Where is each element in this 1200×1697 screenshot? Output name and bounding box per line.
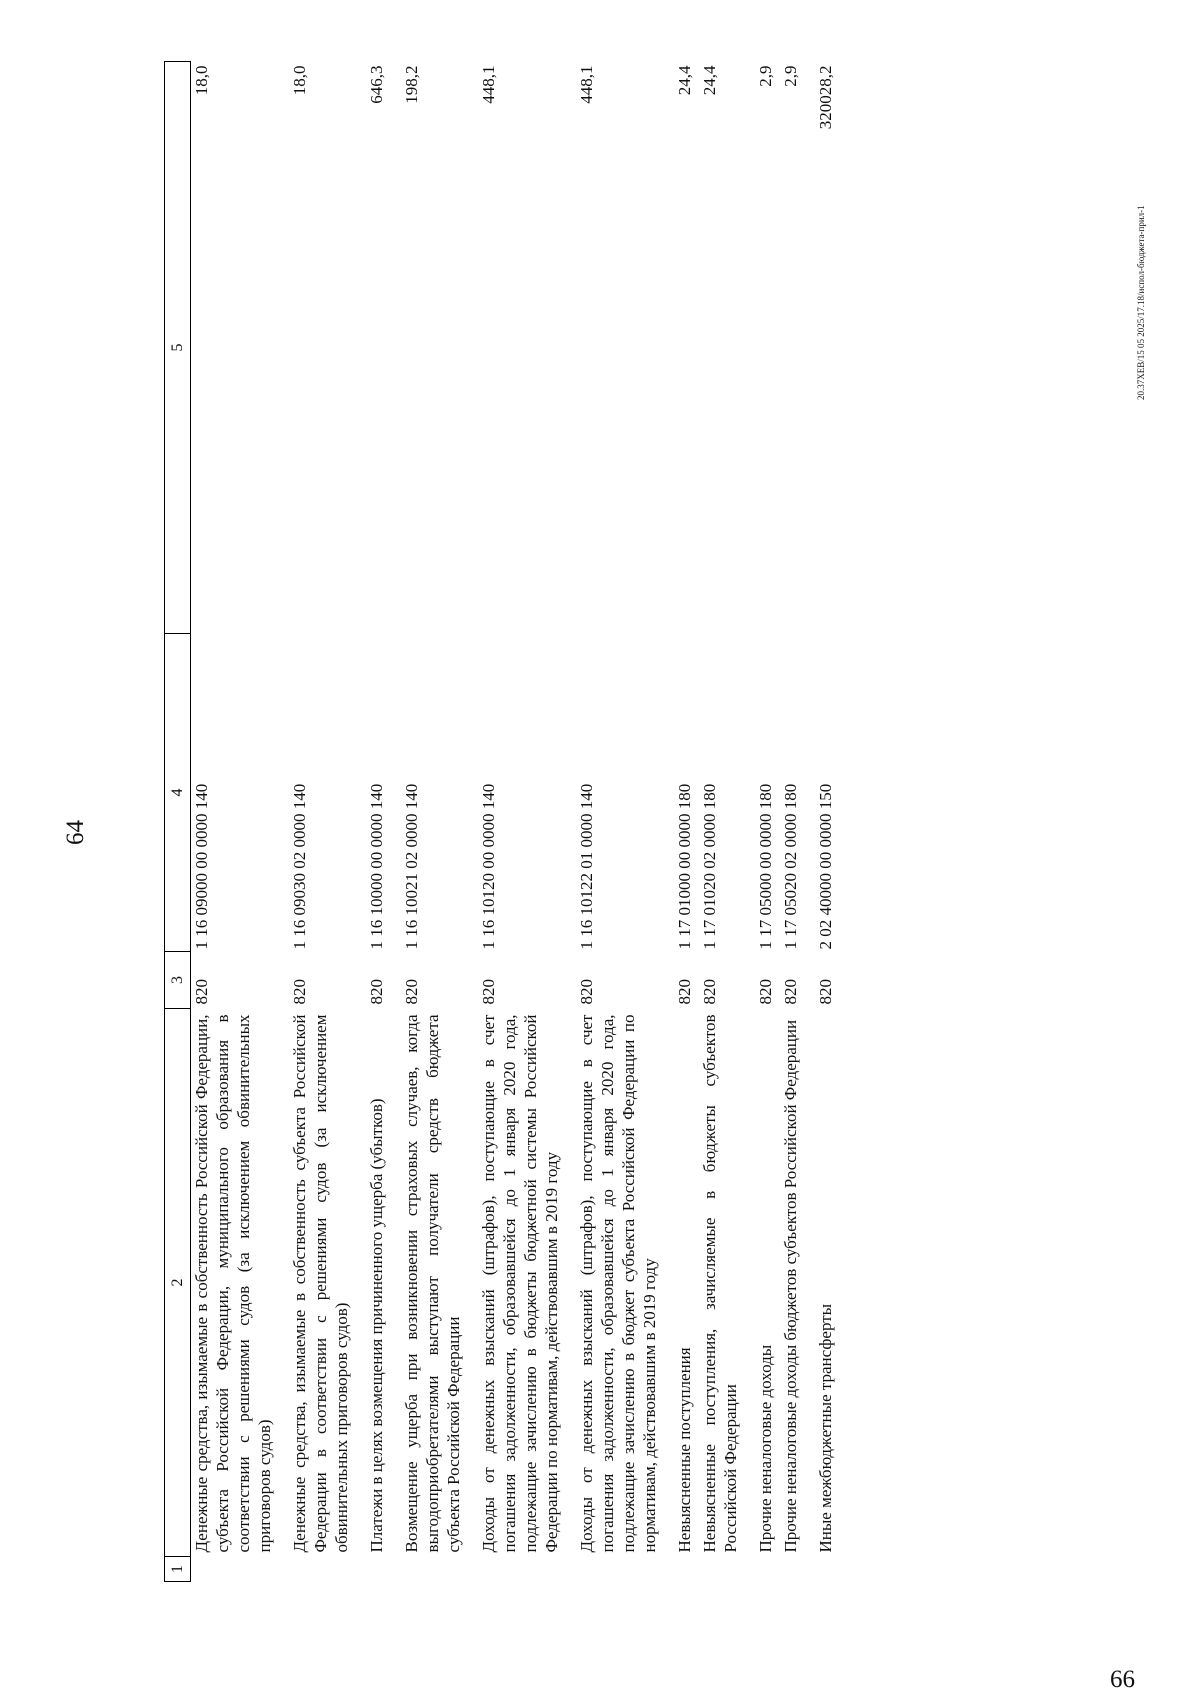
table-row <box>576 62 674 1582</box>
row-sum: 320028,2 <box>816 65 835 130</box>
row-name: Иные межбюджетные трансферты <box>816 1303 835 1553</box>
row-code: 1 16 10120 00 0000 140 <box>479 783 498 950</box>
row-admin: 820 <box>479 979 498 1005</box>
row-code: 1 16 09000 00 0000 140 <box>192 783 211 950</box>
table-row <box>674 62 699 1582</box>
sheet-number: 66 <box>1110 1666 1135 1693</box>
row-code: 2 02 40000 00 0000 150 <box>816 783 835 950</box>
row-admin: 820 <box>402 979 421 1005</box>
row-admin: 820 <box>756 979 775 1005</box>
row-code: 1 16 09030 02 0000 140 <box>290 783 309 950</box>
header-col-3: 3 <box>165 952 191 1009</box>
row-code: 1 16 10021 02 0000 140 <box>402 783 421 950</box>
row-admin: 820 <box>367 979 386 1005</box>
row-col-1 <box>191 1557 290 1582</box>
row-name: Денежные средства, изымаемые в собственность субъекта Российской Федерации в соответствии с решениями судов (за исключением обвинительных приговоров судов) <box>290 1014 351 1553</box>
row-col-1 <box>815 1557 836 1582</box>
row-admin: 820 <box>577 979 596 1005</box>
table-row <box>289 62 366 1582</box>
row-name: Доходы от денежных взысканий (штрафов), поступающие в счет погашения задолженности, образовавшейся до 1 января 2020 года, подлежащие зачислению в бюджет субъекта Российской Федерации по нормативам, действовавшим в 2019 году <box>577 1014 659 1553</box>
row-name: Невыясненные поступления, зачисляемые в бюджеты субъектов Российской Федерации <box>700 1014 740 1553</box>
row-code: 1 16 10000 00 0000 140 <box>367 783 386 950</box>
row-code: 1 17 05020 02 0000 180 <box>781 783 800 950</box>
row-admin: 820 <box>675 979 694 1005</box>
row-col-1 <box>674 1557 699 1582</box>
row-name: Денежные средства, изымаемые в собственность Российской Федерации, субъекта Российской Федерации, муниципального образования в соответствии с решениями судов (за исключением обвинительных приговоров судов) <box>192 1014 274 1553</box>
row-code: 1 16 10122 01 0000 140 <box>577 783 596 950</box>
footer-code: 20.37XEB/15 05 2025/17.18/испол-бюджета-прил-1 <box>1136 205 1146 400</box>
row-name: Платежи в целях возмещения причиненного ущерба (убытков) <box>367 1098 386 1553</box>
budget-table <box>164 61 836 1582</box>
row-sum: 198,2 <box>402 65 421 104</box>
row-col-1 <box>289 1557 366 1582</box>
row-name: Прочие неналоговые доходы бюджетов субъектов Российской Федерации <box>781 1019 800 1553</box>
table-row <box>780 62 815 1582</box>
row-col-1 <box>755 1557 780 1582</box>
row-admin: 820 <box>781 979 800 1005</box>
row-code: 1 17 01020 02 0000 180 <box>700 783 719 950</box>
table-row <box>191 62 290 1582</box>
table-row <box>478 62 576 1582</box>
row-sum: 24,4 <box>675 65 694 96</box>
row-col-1 <box>699 1557 755 1582</box>
row-admin: 820 <box>192 979 211 1005</box>
row-admin: 820 <box>700 979 719 1005</box>
header-col-4: 4 <box>165 634 191 952</box>
row-col-1 <box>401 1557 478 1582</box>
row-sum: 18,0 <box>192 65 211 96</box>
row-code: 1 17 01000 00 0000 180 <box>675 783 694 950</box>
row-col-1 <box>366 1557 401 1582</box>
row-sum: 646,3 <box>367 65 386 104</box>
table-row <box>401 62 478 1582</box>
row-sum: 18,0 <box>290 65 309 96</box>
table-row <box>815 62 836 1582</box>
row-name: Невыясненные поступления <box>675 1347 694 1553</box>
row-admin: 820 <box>816 979 835 1005</box>
row-col-1 <box>576 1557 674 1582</box>
row-sum: 24,4 <box>700 65 719 96</box>
page-number: 64 <box>62 820 89 845</box>
row-name: Прочие неналоговые доходы <box>756 1344 775 1553</box>
header-col-1: 1 <box>165 1557 191 1582</box>
row-code: 1 17 05000 00 0000 180 <box>756 783 775 950</box>
table-row <box>366 62 401 1582</box>
table-row <box>699 62 755 1582</box>
row-name: Возмещение ущерба при возникновении страховых случаев, когда выгодоприобретателями выступают получатели средств бюджета субъекта Российской Федерации <box>402 1014 463 1553</box>
row-col-1 <box>780 1557 815 1582</box>
header-row <box>165 62 191 1582</box>
header-col-2: 2 <box>165 1009 191 1557</box>
header-col-5: 5 <box>165 62 191 634</box>
row-sum: 2,9 <box>756 65 775 87</box>
row-admin: 820 <box>290 979 309 1005</box>
row-col-1 <box>478 1557 576 1582</box>
row-name: Доходы от денежных взысканий (штрафов), поступающие в счет погашения задолженности, образовавшейся до 1 января 2020 года, подлежащие зачислению в бюджеты бюджетной системы Российской Федерации по нормативам, действовавшим в 2019 году <box>479 1014 561 1553</box>
row-sum: 2,9 <box>781 65 800 87</box>
row-sum: 448,1 <box>577 65 596 104</box>
table-row <box>755 62 780 1582</box>
budget-table-rotated <box>164 62 1169 1582</box>
row-sum: 448,1 <box>479 65 498 104</box>
